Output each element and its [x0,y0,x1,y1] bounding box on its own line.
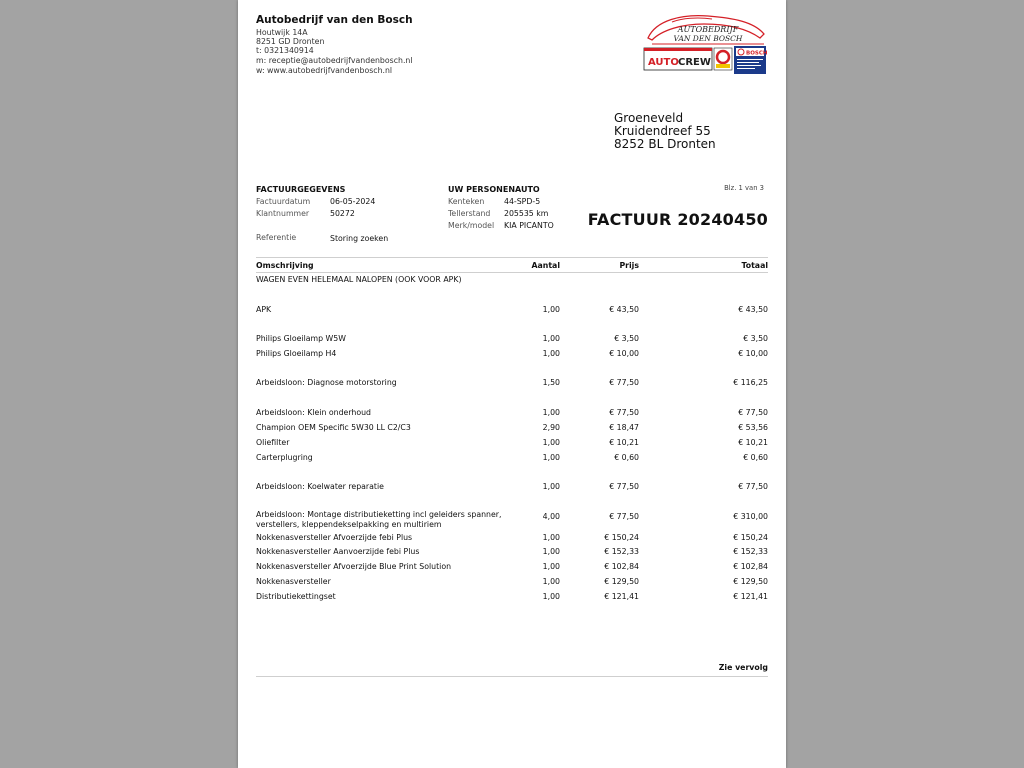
make-model-label: Merk/model [448,221,495,230]
table-row-total: € 77,50 [738,408,768,417]
table-row-description: Philips Gloeilamp H4 [256,349,337,358]
table-top-divider [256,257,768,258]
table-row-description: Arbeidsloon: Diagnose motorstoring [256,378,397,387]
table-row-total: € 310,00 [733,512,768,521]
license-plate-label: Kenteken [448,197,485,206]
recipient-city: 8252 BL Dronten [614,137,716,151]
license-plate-value: 44-SPD-5 [504,197,541,206]
table-row-total: € 129,50 [733,577,768,586]
table-row-total: € 10,00 [738,349,768,358]
vehicle-title: UW PERSONENAUTO [448,185,540,194]
column-header-price: Prijs [619,261,639,270]
table-row-quantity: 1,00 [542,453,560,462]
invoice-title: FACTUUR 20240450 [587,210,768,229]
reference-value: Storing zoeken [330,234,389,243]
invoice-details-title: FACTUURGEGEVENS [256,185,346,194]
table-row-description: Carterplugring [256,453,313,462]
table-row-price: € 0,60 [614,453,639,462]
invoice-date-value: 06-05-2024 [330,197,376,206]
table-row-quantity: 1,00 [542,482,560,491]
company-name: Autobedrijf van den Bosch [256,14,413,26]
table-row-quantity: 1,00 [542,592,560,601]
table-row-price: € 152,33 [604,547,639,556]
table-row-description: APK [256,305,272,314]
table-row-quantity: 1,00 [542,562,560,571]
invoice-date-label: Factuurdatum [256,197,311,206]
table-row-price: € 10,00 [609,349,639,358]
table-row-quantity: 2,90 [542,423,560,432]
company-street: Houtwijk 14A [256,28,308,37]
table-row-quantity: 1,00 [542,533,560,542]
table-row-total: € 43,50 [738,305,768,314]
table-row-price: € 77,50 [609,378,639,387]
customer-number-label: Klantnummer [256,209,310,218]
table-row-quantity: 1,00 [542,349,560,358]
logo-badge-crew: CREW [678,57,711,68]
table-row-description: Philips Gloeilamp W5W [256,334,346,343]
table-row-quantity: 1,00 [542,305,560,314]
recipient-street: Kruidendreef 55 [614,124,711,138]
table-row-total: € 3,50 [743,334,768,343]
table-bottom-divider [256,676,768,677]
table-row-price: € 150,24 [604,533,639,542]
column-header-quantity: Aantal [531,261,560,270]
company-website: w: www.autobedrijfvandenbosch.nl [256,66,393,75]
customer-number-value: 50272 [330,209,355,218]
invoice-page [238,0,786,768]
table-row-quantity: 1,00 [542,438,560,447]
table-row-quantity: 4,00 [542,512,560,521]
table-row-price: € 43,50 [609,305,639,314]
table-row-quantity: 1,00 [542,547,560,556]
company-phone: t: 0321340914 [256,46,314,55]
table-row-total: € 10,21 [738,438,768,447]
table-row-price: € 77,50 [609,482,639,491]
logo-badge-auto: AUTO [648,57,679,68]
table-row-quantity: 1,00 [542,408,560,417]
table-row-total: € 102,84 [733,562,768,571]
table-row-price: € 77,50 [609,512,639,521]
table-row-description: Arbeidsloon: Klein onderhoud [256,408,372,417]
table-row-quantity: 1,00 [542,334,560,343]
company-city: 8251 GD Dronten [256,37,325,46]
company-logo [642,12,768,76]
table-row-description: WAGEN EVEN HELEMAAL NALOPEN (OOK VOOR APK) [256,275,462,284]
company-email: m: receptie@autobedrijfvandenbosch.nl [256,56,413,65]
table-row-total: € 53,56 [738,423,768,432]
table-row-price: € 18,47 [609,423,639,432]
table-row-total: € 121,41 [733,592,768,601]
recipient-name: Groeneveld [614,111,684,125]
table-row-quantity: 1,00 [542,577,560,586]
table-row-quantity: 1,50 [542,378,560,387]
table-row-description: Nokkenasversteller [256,577,331,586]
table-row-price: € 10,21 [609,438,639,447]
table-row-description: Nokkenasversteller Afvoerzijde Blue Print Solution [256,562,452,571]
column-header-description: Omschrijving [256,261,314,270]
column-header-total: Totaal [741,261,768,270]
page-indicator: Blz. 1 van 3 [724,184,764,192]
table-row-price: € 129,50 [604,577,639,586]
make-model-value: KIA PICANTO [504,221,554,230]
table-row-total: € 77,50 [738,482,768,491]
table-row-description: Nokkenasversteller Aanvoerzijde febi Plus [256,547,420,556]
table-header-divider [256,272,768,273]
table-row-price: € 3,50 [614,334,639,343]
table-row-description: Arbeidsloon: Montage distributieketting incl geleiders spanner, verstellers, kleppendekselpakking en multiriem [256,510,502,529]
table-row-total: € 0,60 [743,453,768,462]
odometer-label: Tellerstand [448,209,491,218]
logo-script-line1: AUTOBEDRIJF [677,25,739,34]
table-row-total: € 152,33 [733,547,768,556]
table-row-price: € 102,84 [604,562,639,571]
table-row-description: Champion OEM Specific 5W30 LL C2/C3 [256,423,411,432]
table-row-total: € 116,25 [733,378,768,387]
logo-script-line2: VAN DEN BOSCH [673,34,743,43]
continued-note: Zie vervolg [718,663,768,672]
odometer-value: 205535 km [504,209,549,218]
table-row-description: Oliefilter [256,438,290,447]
table-row-description: Distributiekettingset [256,592,336,601]
table-row-price: € 121,41 [604,592,639,601]
logo-badge-bosch: BOSCH [746,50,768,57]
table-row-total: € 150,24 [733,533,768,542]
table-row-price: € 77,50 [609,408,639,417]
table-row-description: Arbeidsloon: Koelwater reparatie [256,482,384,491]
reference-label: Referentie [256,233,297,242]
table-row-description: Nokkenasversteller Afvoerzijde febi Plus [256,533,413,542]
